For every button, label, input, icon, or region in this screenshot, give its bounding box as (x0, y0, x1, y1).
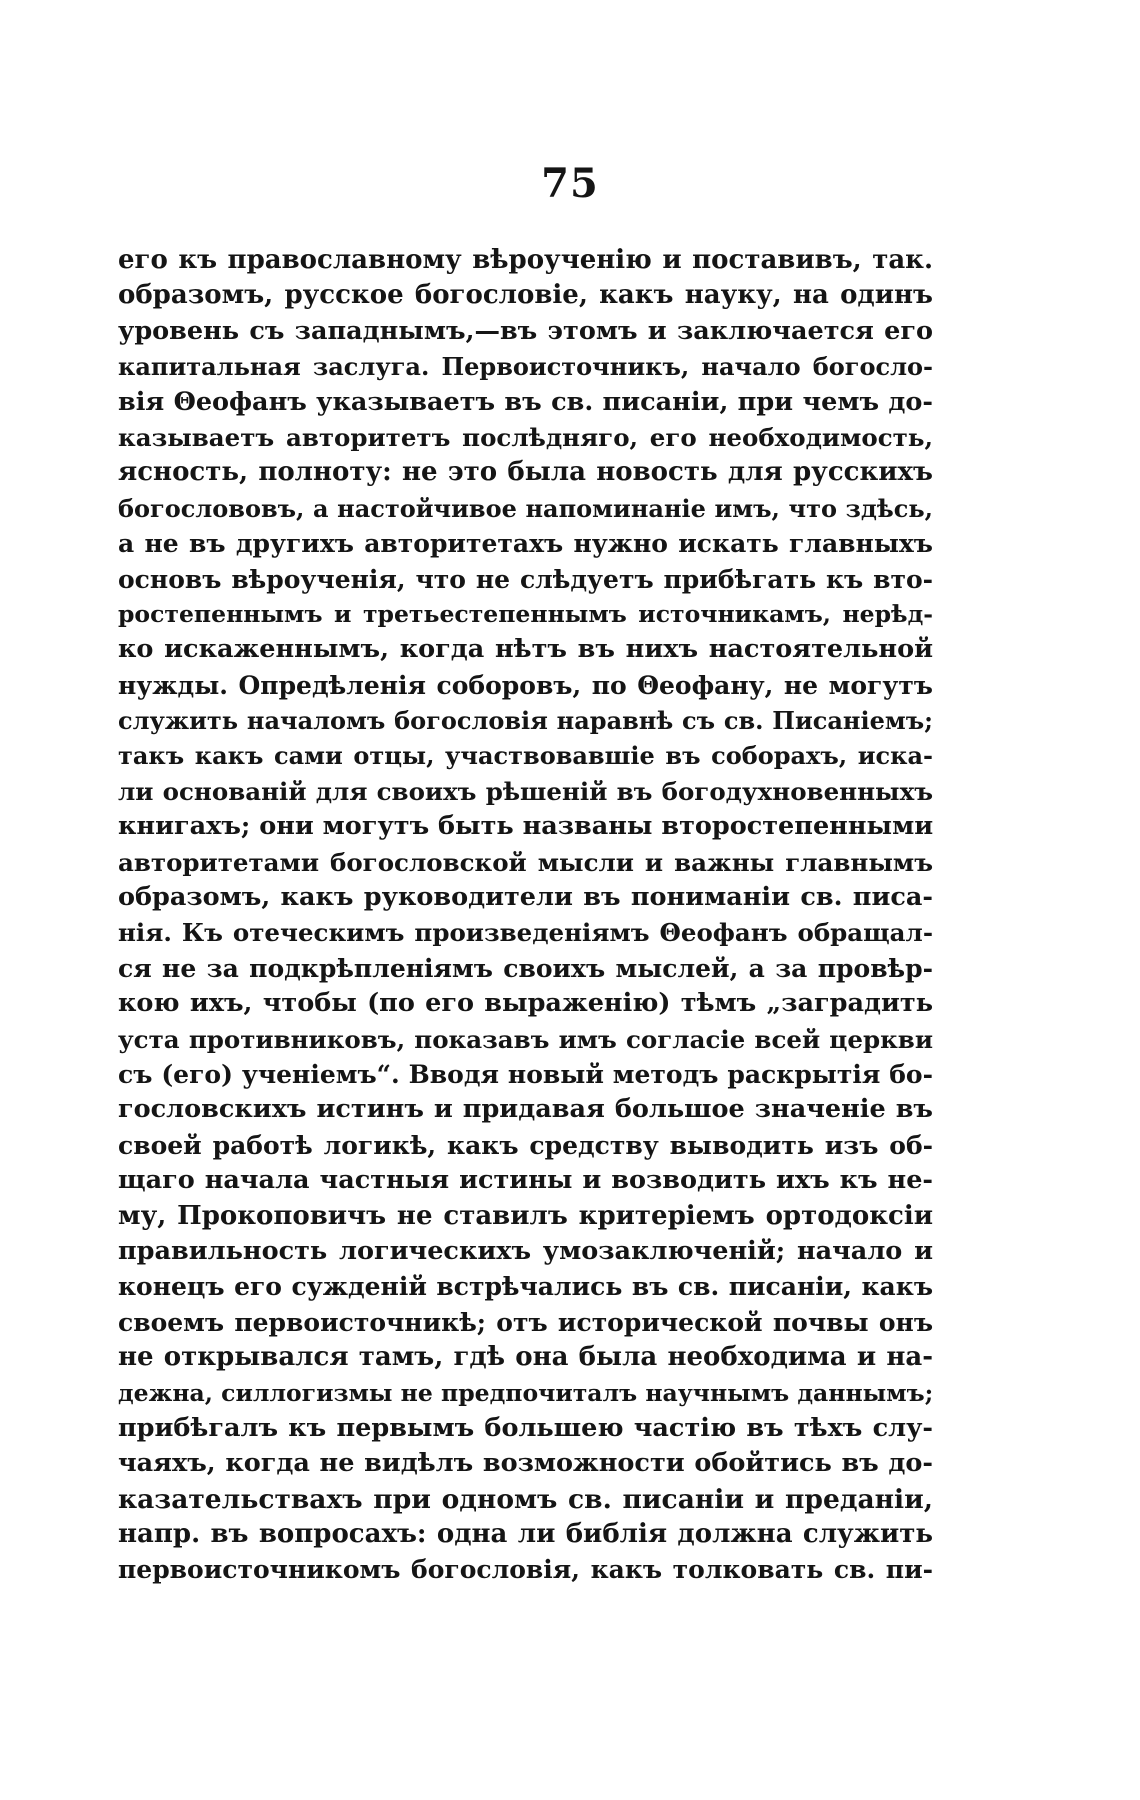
body-text (118, 243, 933, 1588)
text-line: своей работѣ логикѣ, какъ средству выводить изъ об- (118, 1130, 933, 1160)
text-line: богослововъ, а настойчивое напоминаніе имъ, что здѣсь, (118, 493, 933, 523)
text-line: ростепеннымъ и третьестепеннымъ источникамъ, нерѣд- (118, 599, 933, 628)
text-line: его къ православному вѣроученію и поставивъ, так. (118, 245, 933, 275)
text-line: чаяхъ, когда не видѣлъ возможности обойтись въ до- (118, 1448, 933, 1479)
text-line: капитальная заслуга. Первоисточникъ, начало богосло- (118, 352, 933, 382)
text-line: правильность логическихъ умозаключеній; начало и (118, 1235, 933, 1266)
text-line: основъ вѣроученія, что не слѣдуетъ прибѣгать къ вто- (118, 564, 933, 594)
text-line: казываетъ авторитетъ послѣдняго, его необходимость, (118, 422, 933, 452)
text-line: уста противниковъ, показавъ имъ согласіе всей церкви (118, 1024, 933, 1054)
text-line: дежна, силлогизмы не предпочиталъ научнымъ даннымъ; (118, 1378, 933, 1407)
text-line: образомъ, какъ руководители въ пониманіи св. писа- (118, 882, 933, 913)
text-line: конецъ его сужденій встрѣчались въ св. писаніи, какъ (118, 1272, 933, 1302)
text-line: гословскихъ истинъ и придавая большое значеніе въ (118, 1094, 933, 1125)
text-line: авторитетами богословской мысли и важны главнымъ (118, 847, 933, 877)
text-line: не открывался тамъ, гдѣ она была необходима и на- (118, 1342, 933, 1373)
text-line: нія. Къ отеческимъ произведеніямъ Θеофанъ обращал- (118, 918, 933, 948)
text-line: кою ихъ, чтобы (по его выраженію) тѣмъ „заградить (118, 988, 933, 1019)
text-line: напр. въ вопросахъ: одна ли библія должна служить (118, 1519, 933, 1550)
text-line: а не въ другихъ авторитетахъ нужно искать главныхъ (118, 529, 933, 559)
text-line: своемъ первоисточникѣ; отъ исторической почвы онъ (118, 1307, 933, 1337)
text-line: ли основаній для своихъ рѣшеній въ богодухновенныхъ (118, 776, 933, 806)
text-line: съ (его) ученіемъ“. Вводя новый методъ раскрытія бо- (118, 1059, 933, 1089)
text-line: ясность, полноту: не это была новость для русскихъ (118, 457, 933, 488)
text-line: ко искаженнымъ, когда нѣтъ въ нихъ настоятельной (118, 634, 933, 665)
page-number: 75 (541, 160, 599, 207)
text-line: нужды. Опредѣленія соборовъ, по Θеофану, не могутъ (118, 670, 933, 700)
text-line: казательствахъ при одномъ св. писаніи и преданіи, (118, 1483, 933, 1515)
text-line: такъ какъ сами отцы, участвовавшіе въ соборахъ, иска- (118, 741, 933, 771)
text-line: книгахъ; они могутъ быть названы второстепенными (118, 811, 933, 842)
text-line: щаго начала частныя истины и возводить ихъ къ не- (118, 1165, 933, 1196)
text-line: прибѣгалъ къ первымъ большею частію въ тѣхъ слу- (118, 1412, 933, 1443)
text-line: служить началомъ богословія наравнѣ съ св. Писаніемъ; (118, 706, 933, 736)
text-line: вія Θеофанъ указываетъ въ св. писаніи, при чемъ до- (118, 386, 933, 417)
text-line: образомъ, русское богословіе, какъ науку, на одинъ (118, 280, 933, 311)
text-line: му, Прокоповичъ не ставилъ критеріемъ ортодоксіи (118, 1200, 933, 1231)
text-line: уровень съ западнымъ,—въ этомъ и заключается его (118, 315, 933, 346)
text-line: ся не за подкрѣпленіямъ своихъ мыслей, а за провѣр- (118, 953, 933, 983)
text-line: первоисточникомъ богословія, какъ толковать св. пи- (118, 1555, 933, 1585)
